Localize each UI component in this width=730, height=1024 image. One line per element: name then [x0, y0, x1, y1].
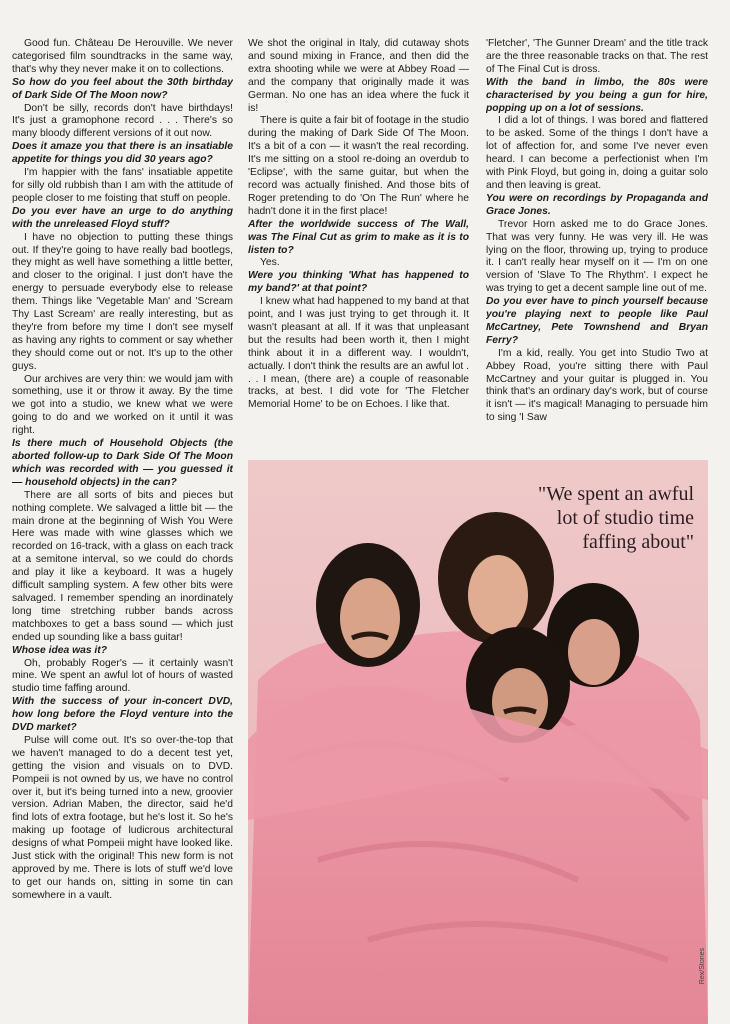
interview-answer: Don't be silly, records don't have birthdays! It's just a gramophone record . . . There's so many bloody different versions of it out now.: [12, 102, 233, 140]
interview-answer: I did a lot of things. I was bored and flattered to be asked. Some of the things I don't have a lot of affection for, and some I've never even heard. I can become a perfectionist when I'm with Pink Floyd, but going in, doing a guitar solo and then leaving is great.: [486, 115, 708, 191]
interview-answer: We shot the original in Italy, did cutaway shots and sound mixing in France, and then did the extra shooting while we were at Abbey Road — and the company that originally made it was German. No one has an idea where the fuck it is!: [248, 38, 469, 114]
interview-answer: 'Fletcher', 'The Gunner Dream' and the title track are the three reasonable tracks on that. The rest of The Final Cut is dross.: [486, 38, 708, 75]
interview-answer: There are all sorts of bits and pieces but nothing complete. We salvaged a little bit — the main drone at the beginning of Wish You Were Here was made with wine glasses which we recorded on 16-track, with a glass on each track at a semitone interval, so we could do chords and play it like a keyboard. It was a hugely difficult sampling system. A few other bits were salvaged. I remember spending an inordinately long time stretching rubber bands across matchboxes to get a bass sound — which just ended up sounding like a bass guitar!: [12, 489, 233, 643]
interview-question: Do you ever have to pinch yourself because you're playing next to people like Paul McCartney, Pete Townshend and Bryan Ferry?: [486, 296, 708, 346]
interview-answer: I'm happier with the fans' insatiable appetite for silly old rubbish than I am with the attitude of people closer to me foisting that stuff on people.: [12, 167, 233, 204]
interview-answer: There is quite a fair bit of footage in the studio during the making of Dark Side Of The Moon. It's a bit of a con — it wasn't the real recording. It's me sitting on a stool re-doing an overdub to 'Eclipse', with the same guitar, but when the record was actually finished. And those bits of Roger pretending to do 'On The Run' where he hadn't done it in the first place!: [248, 115, 469, 217]
article-column-1: [12, 38, 233, 1013]
interview-answer: I knew what had happened to my band at that point, and I was just trying to get through it. It wasn't pleasant at all. If it was that unpleasant but the results had been worth it, then I might think about it in a different way. I wouldn't, actually. I don't think the results are an awful lot . . . I mean, (there are) a couple of reasonable tracks, at best. I did vote for 'The Fletcher Memorial Home' to be on Echoes. I like that.: [248, 296, 469, 411]
band-photo: [248, 460, 708, 1024]
interview-answer: Yes.: [260, 257, 280, 269]
article-column-2: [248, 38, 469, 450]
interview-question: Does it amaze you that there is an insatiable appetite for things you did 30 years ago?: [12, 141, 233, 166]
interview-answer: Oh, probably Roger's — it certainly wasn't mine. We spent an awful lot of hours of wasted studio time faffing around.: [12, 657, 233, 695]
photo-credit: Rex/Stones: [699, 947, 706, 984]
interview-answer: I'm a kid, really. You get into Studio Two at Abbey Road, you're sitting there with Paul McCartney and your guitar is plugged in. You think that's an ordinary day's work, but of course it isn't — it's magical! Managing to persuade him to sing 'I Saw: [486, 347, 708, 424]
interview-question: Whose idea was it?: [12, 644, 107, 656]
interview-answer: I have no objection to putting these things out. If they're going to have really bad bootlegs, they might as well have something a little better, and closer to the original. I just don't have the energy to persuade everybody else to release them. Things like 'Vegetable Man' and 'Scream Thy Last Scream' are really interesting, but as they're from before my time I don't see myself as having any rights to comment or say whether they should come out or not. It's up to the other guys.: [12, 231, 233, 372]
interview-question: Were you thinking 'What has happened to my band?' at that point?: [248, 270, 469, 295]
interview-question: With the band in limbo, the 80s were characterised by you being a gun for hire, popping up on a lot of sessions.: [486, 76, 708, 114]
interview-answer: Good fun. Château De Herouville. We never categorised film soundtracks in the same way, that's why they never make it on to collections.: [12, 38, 233, 75]
interview-question: Do you ever have an urge to do anything with the unreleased Floyd stuff?: [12, 205, 233, 230]
interview-question: Is there much of Household Objects (the aborted follow-up to Dark Side Of The Moon which was recorded with — you guessed it — household objects) in the can?: [12, 438, 233, 488]
interview-question: You were on recordings by Propaganda and Grace Jones.: [486, 192, 708, 217]
interview-answer: Trevor Horn asked me to do Grace Jones. That was very funny. He was very ill. He was lying on the floor, throwing up, trying to produce it. I can't really hear myself on it — I'm on one version of 'Slave To The Rhythm'. I expect he was trying to get a decent sample line out of me.: [486, 218, 708, 295]
interview-question: After the worldwide success of The Wall, was The Final Cut as grim to make as it is to listen to?: [248, 218, 469, 256]
interview-answer: Pulse will come out. It's so over-the-top that we haven't managed to do a decent test yet, getting the vision and visuals on to DVD. Pompeii is not owned by us, we have no control over it, but it's being turned into a new, groovier version. Adrian Maben, the director, said he'd find lots of extra footage, but he's lost it. So he's making up footage of ludicrous architectural designs of what Pompeii might have looked like. Just stick with the original! This new form is not approved by me. There is lots of stuff we'd love to get our hands on, sitting in some tin can somewhere in a vault.: [12, 734, 233, 901]
article-column-3: [486, 38, 708, 450]
interview-answer: Our archives are very thin: we would jam with something, use it or throw it away. By the time we got into a studio, we knew what we were going to do and we worked on it until it was right.: [12, 373, 233, 437]
interview-question: With the success of your in-concert DVD, how long before the Floyd venture into the DVD market?: [12, 696, 233, 734]
interview-question: So how do you feel about the 30th birthday of Dark Side Of The Moon now?: [12, 76, 233, 101]
pull-quote: "We spent an awful lot of studio time faffing about": [538, 483, 694, 553]
